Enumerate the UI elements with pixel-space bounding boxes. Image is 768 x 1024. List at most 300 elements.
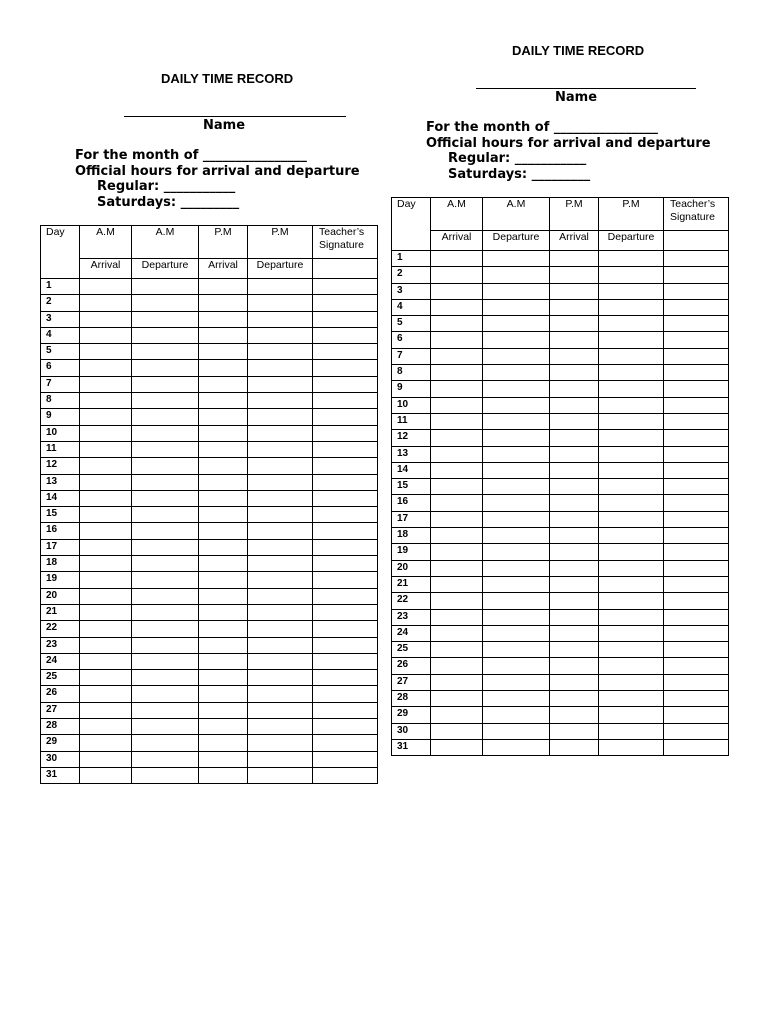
pm-arrival-cell[interactable] [550, 625, 599, 641]
signature-cell[interactable] [313, 637, 378, 653]
am-arrival-cell[interactable] [431, 332, 483, 348]
am-departure-cell[interactable] [132, 653, 199, 669]
pm-arrival-cell[interactable] [550, 739, 599, 755]
signature-cell[interactable] [313, 441, 378, 457]
am-arrival-cell[interactable] [431, 430, 483, 446]
signature-cell[interactable] [313, 702, 378, 718]
am-arrival-cell[interactable] [431, 413, 483, 429]
pm-departure-cell[interactable] [248, 393, 313, 409]
signature-cell[interactable] [313, 474, 378, 490]
am-departure-cell[interactable] [483, 283, 550, 299]
am-departure-cell[interactable] [132, 572, 199, 588]
pm-departure-cell[interactable] [248, 539, 313, 555]
pm-departure-cell[interactable] [599, 723, 664, 739]
am-arrival-cell[interactable] [80, 279, 132, 295]
am-departure-cell[interactable] [483, 658, 550, 674]
pm-arrival-cell[interactable] [550, 691, 599, 707]
signature-cell[interactable] [313, 327, 378, 343]
am-arrival-cell[interactable] [80, 751, 132, 767]
pm-departure-cell[interactable] [599, 462, 664, 478]
am-arrival-cell[interactable] [80, 393, 132, 409]
signature-cell[interactable] [313, 588, 378, 604]
pm-departure-cell[interactable] [248, 767, 313, 783]
signature-cell[interactable] [664, 609, 729, 625]
pm-departure-cell[interactable] [248, 344, 313, 360]
am-departure-cell[interactable] [483, 446, 550, 462]
am-departure-cell[interactable] [132, 458, 199, 474]
am-arrival-cell[interactable] [431, 397, 483, 413]
signature-cell[interactable] [664, 511, 729, 527]
am-arrival-cell[interactable] [80, 344, 132, 360]
signature-cell[interactable] [313, 425, 378, 441]
am-arrival-cell[interactable] [80, 637, 132, 653]
pm-departure-cell[interactable] [599, 739, 664, 755]
signature-cell[interactable] [313, 621, 378, 637]
signature-cell[interactable] [664, 674, 729, 690]
pm-departure-cell[interactable] [599, 430, 664, 446]
am-departure-cell[interactable] [132, 735, 199, 751]
signature-cell[interactable] [664, 576, 729, 592]
am-departure-cell[interactable] [483, 691, 550, 707]
pm-departure-cell[interactable] [599, 511, 664, 527]
am-arrival-cell[interactable] [431, 348, 483, 364]
am-departure-cell[interactable] [483, 544, 550, 560]
am-arrival-cell[interactable] [80, 702, 132, 718]
pm-departure-cell[interactable] [248, 686, 313, 702]
pm-arrival-cell[interactable] [199, 425, 248, 441]
am-arrival-cell[interactable] [80, 474, 132, 490]
am-departure-cell[interactable] [483, 462, 550, 478]
pm-arrival-cell[interactable] [199, 604, 248, 620]
pm-arrival-cell[interactable] [199, 588, 248, 604]
am-arrival-cell[interactable] [431, 739, 483, 755]
pm-arrival-cell[interactable] [550, 511, 599, 527]
am-departure-cell[interactable] [483, 413, 550, 429]
signature-cell[interactable] [664, 251, 729, 267]
am-departure-cell[interactable] [483, 267, 550, 283]
pm-departure-cell[interactable] [599, 397, 664, 413]
signature-cell[interactable] [664, 316, 729, 332]
am-departure-cell[interactable] [132, 670, 199, 686]
signature-cell[interactable] [664, 430, 729, 446]
pm-departure-cell[interactable] [248, 311, 313, 327]
signature-cell[interactable] [313, 604, 378, 620]
pm-arrival-cell[interactable] [550, 413, 599, 429]
pm-departure-cell[interactable] [599, 316, 664, 332]
am-departure-cell[interactable] [483, 397, 550, 413]
am-arrival-cell[interactable] [431, 446, 483, 462]
pm-arrival-cell[interactable] [550, 365, 599, 381]
am-departure-cell[interactable] [132, 604, 199, 620]
am-departure-cell[interactable] [483, 625, 550, 641]
pm-departure-cell[interactable] [248, 751, 313, 767]
am-departure-cell[interactable] [132, 360, 199, 376]
am-arrival-cell[interactable] [431, 723, 483, 739]
am-arrival-cell[interactable] [80, 686, 132, 702]
am-departure-cell[interactable] [132, 751, 199, 767]
signature-cell[interactable] [664, 348, 729, 364]
pm-arrival-cell[interactable] [199, 458, 248, 474]
pm-arrival-cell[interactable] [550, 707, 599, 723]
pm-arrival-cell[interactable] [199, 719, 248, 735]
am-arrival-cell[interactable] [80, 458, 132, 474]
pm-departure-cell[interactable] [248, 621, 313, 637]
pm-departure-cell[interactable] [248, 490, 313, 506]
pm-arrival-cell[interactable] [550, 479, 599, 495]
pm-arrival-cell[interactable] [199, 360, 248, 376]
signature-cell[interactable] [313, 523, 378, 539]
pm-departure-cell[interactable] [248, 653, 313, 669]
am-arrival-cell[interactable] [80, 425, 132, 441]
pm-arrival-cell[interactable] [550, 381, 599, 397]
am-departure-cell[interactable] [132, 295, 199, 311]
pm-departure-cell[interactable] [599, 658, 664, 674]
pm-departure-cell[interactable] [248, 458, 313, 474]
pm-departure-cell[interactable] [599, 691, 664, 707]
am-arrival-cell[interactable] [431, 642, 483, 658]
signature-cell[interactable] [664, 723, 729, 739]
pm-arrival-cell[interactable] [199, 735, 248, 751]
signature-cell[interactable] [313, 393, 378, 409]
signature-cell[interactable] [313, 735, 378, 751]
pm-arrival-cell[interactable] [199, 702, 248, 718]
signature-cell[interactable] [313, 458, 378, 474]
signature-cell[interactable] [313, 539, 378, 555]
pm-arrival-cell[interactable] [199, 311, 248, 327]
pm-arrival-cell[interactable] [199, 441, 248, 457]
pm-arrival-cell[interactable] [199, 474, 248, 490]
signature-cell[interactable] [313, 572, 378, 588]
pm-departure-cell[interactable] [248, 604, 313, 620]
am-arrival-cell[interactable] [431, 511, 483, 527]
pm-arrival-cell[interactable] [550, 462, 599, 478]
signature-cell[interactable] [664, 462, 729, 478]
pm-arrival-cell[interactable] [199, 751, 248, 767]
signature-cell[interactable] [313, 279, 378, 295]
pm-arrival-cell[interactable] [199, 670, 248, 686]
am-arrival-cell[interactable] [431, 267, 483, 283]
signature-cell[interactable] [313, 409, 378, 425]
signature-cell[interactable] [664, 381, 729, 397]
pm-departure-cell[interactable] [599, 560, 664, 576]
pm-arrival-cell[interactable] [199, 523, 248, 539]
signature-cell[interactable] [664, 299, 729, 315]
pm-departure-cell[interactable] [248, 327, 313, 343]
am-departure-cell[interactable] [132, 474, 199, 490]
pm-arrival-cell[interactable] [550, 576, 599, 592]
pm-departure-cell[interactable] [248, 441, 313, 457]
pm-arrival-cell[interactable] [199, 572, 248, 588]
pm-arrival-cell[interactable] [199, 507, 248, 523]
am-arrival-cell[interactable] [431, 707, 483, 723]
signature-cell[interactable] [313, 653, 378, 669]
am-departure-cell[interactable] [132, 409, 199, 425]
am-departure-cell[interactable] [483, 576, 550, 592]
am-departure-cell[interactable] [132, 719, 199, 735]
pm-departure-cell[interactable] [599, 544, 664, 560]
am-arrival-cell[interactable] [431, 576, 483, 592]
am-arrival-cell[interactable] [80, 490, 132, 506]
pm-arrival-cell[interactable] [550, 609, 599, 625]
am-arrival-cell[interactable] [431, 658, 483, 674]
pm-departure-cell[interactable] [248, 376, 313, 392]
am-departure-cell[interactable] [483, 739, 550, 755]
am-departure-cell[interactable] [132, 327, 199, 343]
signature-cell[interactable] [664, 332, 729, 348]
pm-arrival-cell[interactable] [550, 495, 599, 511]
pm-departure-cell[interactable] [599, 609, 664, 625]
pm-departure-cell[interactable] [248, 572, 313, 588]
am-departure-cell[interactable] [132, 311, 199, 327]
pm-departure-cell[interactable] [248, 719, 313, 735]
pm-departure-cell[interactable] [599, 576, 664, 592]
am-departure-cell[interactable] [132, 344, 199, 360]
signature-cell[interactable] [664, 413, 729, 429]
pm-arrival-cell[interactable] [550, 299, 599, 315]
am-arrival-cell[interactable] [431, 691, 483, 707]
pm-arrival-cell[interactable] [199, 490, 248, 506]
pm-departure-cell[interactable] [599, 267, 664, 283]
am-departure-cell[interactable] [132, 702, 199, 718]
am-departure-cell[interactable] [483, 332, 550, 348]
signature-cell[interactable] [664, 707, 729, 723]
am-departure-cell[interactable] [132, 393, 199, 409]
am-departure-cell[interactable] [483, 723, 550, 739]
pm-arrival-cell[interactable] [199, 344, 248, 360]
signature-cell[interactable] [664, 658, 729, 674]
am-departure-cell[interactable] [132, 425, 199, 441]
am-departure-cell[interactable] [132, 539, 199, 555]
signature-cell[interactable] [664, 267, 729, 283]
pm-departure-cell[interactable] [599, 283, 664, 299]
pm-departure-cell[interactable] [248, 670, 313, 686]
pm-departure-cell[interactable] [599, 593, 664, 609]
am-arrival-cell[interactable] [80, 588, 132, 604]
signature-cell[interactable] [313, 556, 378, 572]
pm-arrival-cell[interactable] [199, 295, 248, 311]
am-arrival-cell[interactable] [431, 381, 483, 397]
am-arrival-cell[interactable] [80, 507, 132, 523]
signature-cell[interactable] [664, 691, 729, 707]
am-departure-cell[interactable] [132, 490, 199, 506]
am-arrival-cell[interactable] [80, 735, 132, 751]
pm-arrival-cell[interactable] [550, 397, 599, 413]
pm-arrival-cell[interactable] [199, 653, 248, 669]
am-departure-cell[interactable] [483, 495, 550, 511]
signature-cell[interactable] [313, 311, 378, 327]
am-departure-cell[interactable] [132, 523, 199, 539]
pm-arrival-cell[interactable] [550, 316, 599, 332]
am-departure-cell[interactable] [132, 556, 199, 572]
signature-cell[interactable] [664, 739, 729, 755]
am-departure-cell[interactable] [483, 593, 550, 609]
pm-departure-cell[interactable] [599, 348, 664, 364]
pm-arrival-cell[interactable] [199, 556, 248, 572]
am-departure-cell[interactable] [483, 707, 550, 723]
pm-departure-cell[interactable] [599, 446, 664, 462]
signature-cell[interactable] [313, 670, 378, 686]
am-arrival-cell[interactable] [80, 604, 132, 620]
pm-departure-cell[interactable] [248, 588, 313, 604]
am-arrival-cell[interactable] [431, 593, 483, 609]
signature-cell[interactable] [313, 767, 378, 783]
am-arrival-cell[interactable] [80, 311, 132, 327]
am-departure-cell[interactable] [132, 279, 199, 295]
pm-arrival-cell[interactable] [550, 348, 599, 364]
pm-departure-cell[interactable] [248, 702, 313, 718]
pm-departure-cell[interactable] [599, 528, 664, 544]
am-arrival-cell[interactable] [80, 556, 132, 572]
pm-arrival-cell[interactable] [199, 376, 248, 392]
pm-departure-cell[interactable] [599, 479, 664, 495]
am-arrival-cell[interactable] [80, 621, 132, 637]
signature-cell[interactable] [664, 625, 729, 641]
signature-cell[interactable] [313, 376, 378, 392]
am-arrival-cell[interactable] [80, 441, 132, 457]
signature-cell[interactable] [664, 283, 729, 299]
signature-cell[interactable] [664, 365, 729, 381]
pm-arrival-cell[interactable] [550, 560, 599, 576]
signature-cell[interactable] [664, 397, 729, 413]
pm-departure-cell[interactable] [599, 365, 664, 381]
pm-arrival-cell[interactable] [199, 539, 248, 555]
pm-arrival-cell[interactable] [199, 686, 248, 702]
pm-departure-cell[interactable] [599, 413, 664, 429]
pm-departure-cell[interactable] [248, 425, 313, 441]
am-departure-cell[interactable] [132, 441, 199, 457]
signature-cell[interactable] [664, 560, 729, 576]
pm-arrival-cell[interactable] [550, 332, 599, 348]
am-arrival-cell[interactable] [431, 299, 483, 315]
pm-departure-cell[interactable] [599, 674, 664, 690]
pm-departure-cell[interactable] [599, 642, 664, 658]
am-arrival-cell[interactable] [431, 560, 483, 576]
signature-cell[interactable] [313, 295, 378, 311]
am-departure-cell[interactable] [483, 642, 550, 658]
pm-departure-cell[interactable] [248, 409, 313, 425]
am-arrival-cell[interactable] [431, 316, 483, 332]
pm-arrival-cell[interactable] [199, 621, 248, 637]
am-arrival-cell[interactable] [431, 462, 483, 478]
pm-departure-cell[interactable] [599, 707, 664, 723]
pm-departure-cell[interactable] [599, 251, 664, 267]
am-departure-cell[interactable] [483, 365, 550, 381]
signature-cell[interactable] [313, 507, 378, 523]
signature-cell[interactable] [313, 751, 378, 767]
pm-departure-cell[interactable] [599, 495, 664, 511]
am-arrival-cell[interactable] [80, 767, 132, 783]
signature-cell[interactable] [664, 544, 729, 560]
am-arrival-cell[interactable] [431, 609, 483, 625]
am-arrival-cell[interactable] [80, 360, 132, 376]
pm-arrival-cell[interactable] [550, 593, 599, 609]
pm-arrival-cell[interactable] [550, 446, 599, 462]
signature-cell[interactable] [313, 490, 378, 506]
pm-arrival-cell[interactable] [550, 658, 599, 674]
signature-cell[interactable] [313, 360, 378, 376]
pm-departure-cell[interactable] [599, 332, 664, 348]
am-arrival-cell[interactable] [80, 409, 132, 425]
pm-arrival-cell[interactable] [199, 327, 248, 343]
am-departure-cell[interactable] [132, 621, 199, 637]
pm-departure-cell[interactable] [599, 299, 664, 315]
pm-arrival-cell[interactable] [199, 279, 248, 295]
am-departure-cell[interactable] [483, 528, 550, 544]
am-departure-cell[interactable] [132, 637, 199, 653]
signature-cell[interactable] [664, 528, 729, 544]
am-arrival-cell[interactable] [431, 674, 483, 690]
am-arrival-cell[interactable] [80, 572, 132, 588]
am-departure-cell[interactable] [483, 381, 550, 397]
am-departure-cell[interactable] [132, 507, 199, 523]
pm-departure-cell[interactable] [248, 556, 313, 572]
pm-arrival-cell[interactable] [550, 723, 599, 739]
am-arrival-cell[interactable] [80, 670, 132, 686]
pm-arrival-cell[interactable] [550, 267, 599, 283]
am-departure-cell[interactable] [483, 251, 550, 267]
signature-cell[interactable] [664, 495, 729, 511]
am-departure-cell[interactable] [483, 299, 550, 315]
signature-cell[interactable] [313, 344, 378, 360]
pm-arrival-cell[interactable] [550, 544, 599, 560]
am-arrival-cell[interactable] [431, 544, 483, 560]
pm-departure-cell[interactable] [248, 360, 313, 376]
pm-arrival-cell[interactable] [550, 642, 599, 658]
am-departure-cell[interactable] [483, 609, 550, 625]
am-arrival-cell[interactable] [80, 295, 132, 311]
am-arrival-cell[interactable] [431, 251, 483, 267]
am-departure-cell[interactable] [132, 376, 199, 392]
am-departure-cell[interactable] [483, 674, 550, 690]
am-arrival-cell[interactable] [80, 523, 132, 539]
am-arrival-cell[interactable] [80, 376, 132, 392]
pm-arrival-cell[interactable] [550, 283, 599, 299]
am-departure-cell[interactable] [483, 479, 550, 495]
pm-arrival-cell[interactable] [199, 393, 248, 409]
signature-cell[interactable] [664, 446, 729, 462]
am-departure-cell[interactable] [483, 560, 550, 576]
pm-arrival-cell[interactable] [199, 767, 248, 783]
am-arrival-cell[interactable] [431, 528, 483, 544]
pm-departure-cell[interactable] [248, 295, 313, 311]
signature-cell[interactable] [664, 642, 729, 658]
am-arrival-cell[interactable] [431, 625, 483, 641]
am-arrival-cell[interactable] [80, 327, 132, 343]
signature-cell[interactable] [664, 593, 729, 609]
signature-cell[interactable] [313, 686, 378, 702]
am-arrival-cell[interactable] [80, 539, 132, 555]
am-departure-cell[interactable] [483, 348, 550, 364]
am-arrival-cell[interactable] [431, 365, 483, 381]
pm-arrival-cell[interactable] [199, 409, 248, 425]
am-arrival-cell[interactable] [80, 719, 132, 735]
pm-arrival-cell[interactable] [550, 674, 599, 690]
am-departure-cell[interactable] [132, 767, 199, 783]
pm-departure-cell[interactable] [248, 507, 313, 523]
pm-departure-cell[interactable] [248, 279, 313, 295]
pm-departure-cell[interactable] [248, 637, 313, 653]
am-departure-cell[interactable] [132, 686, 199, 702]
pm-arrival-cell[interactable] [199, 637, 248, 653]
am-departure-cell[interactable] [483, 430, 550, 446]
pm-arrival-cell[interactable] [550, 251, 599, 267]
pm-departure-cell[interactable] [248, 474, 313, 490]
am-arrival-cell[interactable] [431, 479, 483, 495]
pm-arrival-cell[interactable] [550, 528, 599, 544]
pm-departure-cell[interactable] [248, 523, 313, 539]
am-departure-cell[interactable] [483, 511, 550, 527]
pm-departure-cell[interactable] [599, 625, 664, 641]
